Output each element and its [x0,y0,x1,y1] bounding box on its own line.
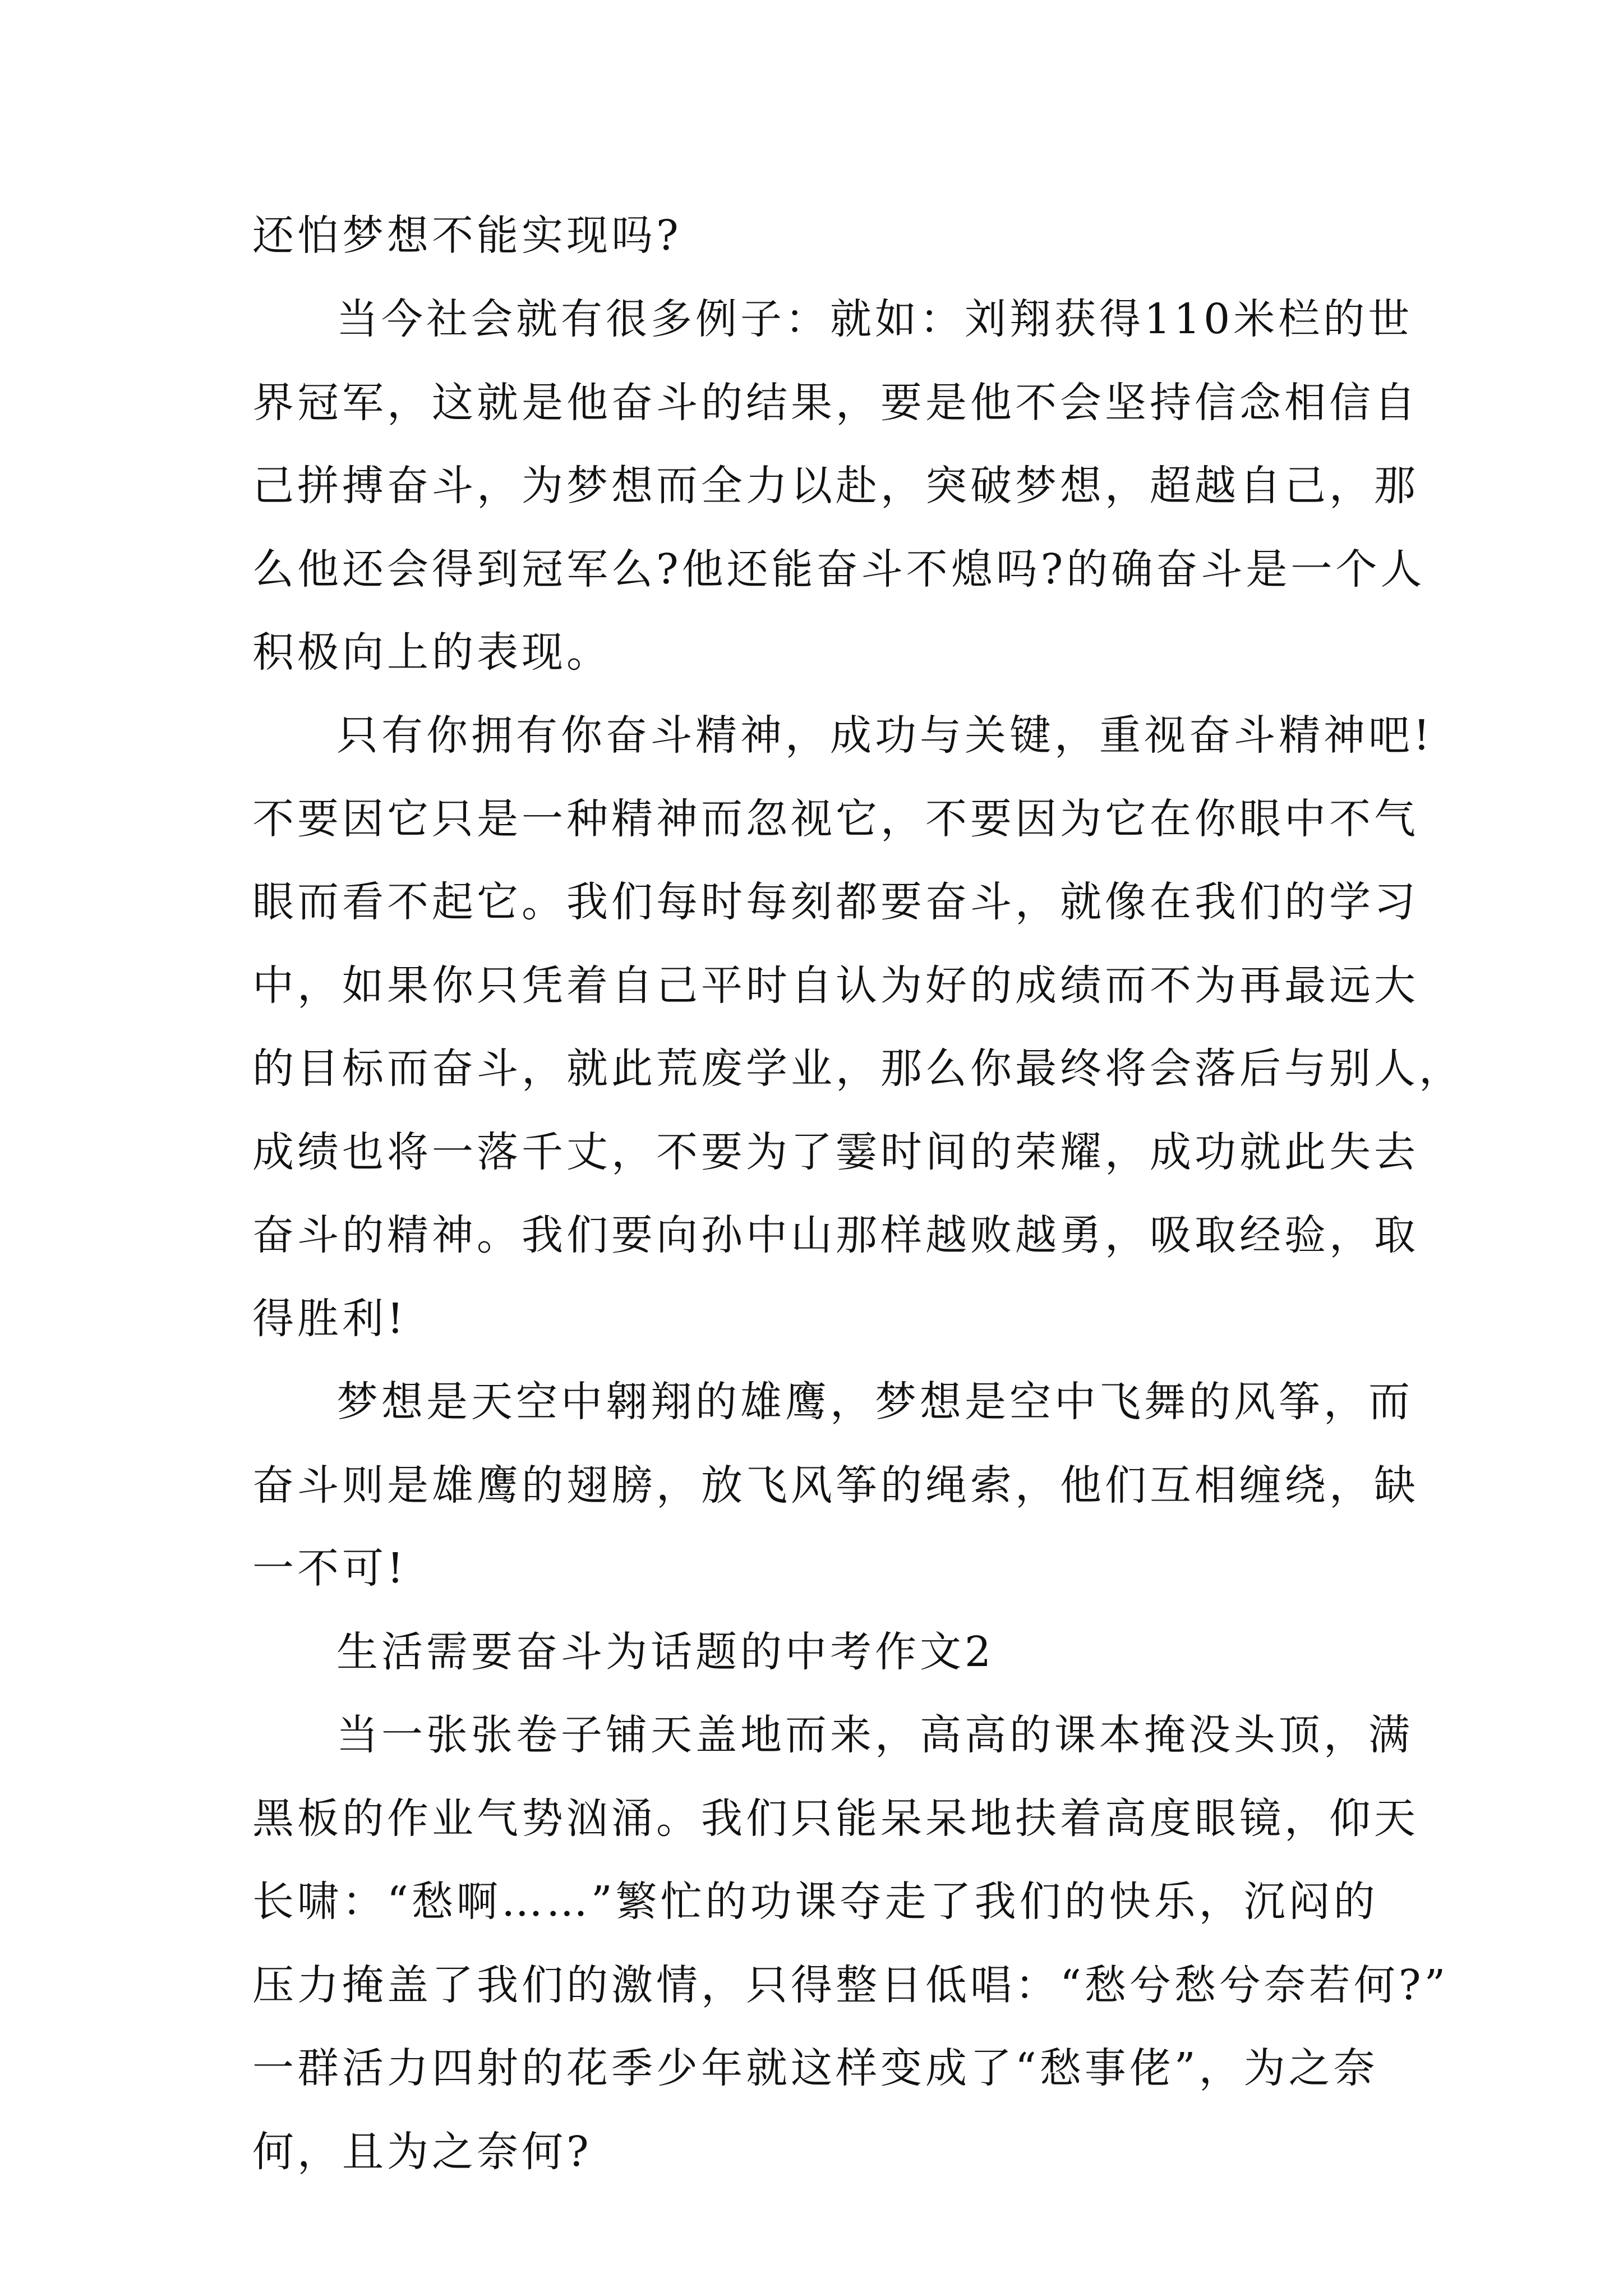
paragraph-start-line: 当今社会就有很多例子：就如：刘翔获得110米栏的世 [336,295,1413,343]
text-line: 一不可! [252,1544,407,1593]
text-line: 成绩也将一落千丈，不要为了霎时间的荣耀，成功就此失去 [252,1128,1419,1176]
section-heading: 生活需要奋斗为话题的中考作文2 [336,1628,995,1676]
text-line: 何，且为之奈何? [252,2128,592,2176]
text-line: 黑板的作业气势汹涌。我们只能呆呆地扶着高度眼镜，仰天 [252,1795,1419,1843]
text-line: 还怕梦想不能实现吗? [252,211,682,260]
text-line: 中，如果你只凭着自己平时自认为好的成绩而不为再最远大 [252,961,1419,1010]
text-line: 不要因它只是一种精神而忽视它，不要因为它在你眼中不气 [252,795,1419,843]
text-line: 长啸：“愁啊……”繁忙的功课夺走了我们的快乐，沉闷的 [252,1878,1378,1926]
text-line: 得胜利! [252,1295,407,1343]
paragraph-start-line: 梦想是天空中翱翔的雄鹰，梦想是空中飞舞的风筝，而 [336,1378,1413,1426]
text-line: 己拼搏奋斗，为梦想而全力以赴，突破梦想，超越自己，那 [252,462,1419,510]
text-line: 的目标而奋斗，就此荒废学业，那么你最终将会落后与别人， [252,1045,1464,1093]
text-line: 积极向上的表现。 [252,628,611,677]
text-line: 么他还会得到冠军么?他还能奋斗不熄吗?的确奋斗是一个人 [252,545,1426,593]
text-line: 奋斗则是雄鹰的翅膀，放飞风筝的绳索，他们互相缠绕，缺 [252,1461,1419,1510]
paragraph-start-line: 当一张张卷子铺天盖地而来，高高的课本掩没头顶，满 [336,1711,1413,1759]
text-line: 奋斗的精神。我们要向孙中山那样越败越勇，吸取经验，取 [252,1211,1419,1259]
text-line: 眼而看不起它。我们每时每刻都要奋斗，就像在我们的学习 [252,878,1419,926]
paragraph-start-line: 只有你拥有你奋斗精神，成功与关键，重视奋斗精神吧! [336,711,1433,760]
text-line: 一群活力四射的花季少年就这样变成了“愁事佬”，为之奈 [252,2044,1378,2092]
text-line: 界冠军，这就是他奋斗的结果，要是他不会坚持信念相信自 [252,379,1419,427]
text-line: 压力掩盖了我们的激情，只得整日低唱：“愁兮愁兮奈若何?” [252,1961,1449,2009]
